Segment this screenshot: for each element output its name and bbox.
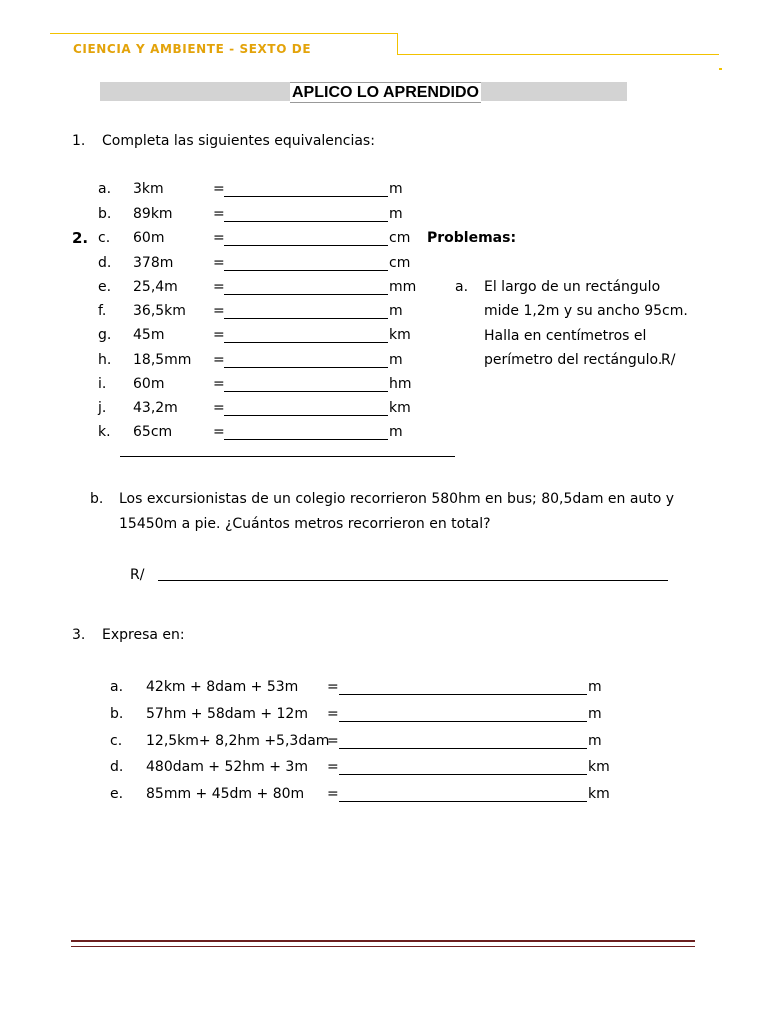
answer-blank[interactable] — [224, 327, 388, 343]
row-letter: d. — [110, 759, 124, 775]
answer-blank[interactable] — [224, 230, 388, 246]
row-value: 60m — [133, 376, 165, 392]
row-value: 3km — [133, 181, 164, 197]
section2-number: 2. — [72, 229, 89, 247]
row-value: 60m — [133, 230, 165, 246]
row-equals: = — [327, 706, 339, 722]
answer-blank[interactable] — [224, 424, 388, 440]
row-unit: m — [389, 206, 403, 222]
row-equals: = — [213, 181, 225, 197]
answer-blank[interactable] — [339, 786, 587, 802]
row-letter: i. — [98, 376, 107, 392]
answer-blank[interactable] — [224, 181, 388, 197]
header-rule-end-mark — [719, 68, 722, 70]
row-expression: 57hm + 58dam + 12m — [146, 706, 308, 722]
row-letter: a. — [98, 181, 112, 197]
row-letter: e. — [110, 786, 124, 802]
row-letter: c. — [98, 230, 111, 246]
answer-blank[interactable] — [224, 303, 388, 319]
row-equals: = — [213, 279, 225, 295]
row-equals: = — [327, 786, 339, 802]
row-equals: = — [327, 679, 339, 695]
header-rule-bottom — [397, 54, 719, 55]
problem-b-answer-label: R/ — [130, 567, 145, 583]
row-unit: m — [389, 181, 403, 197]
answer-blank[interactable] — [339, 706, 587, 722]
answer-blank[interactable] — [224, 376, 388, 392]
row-unit: mm — [389, 279, 417, 295]
row-equals: = — [213, 303, 225, 319]
header-title: CIENCIA Y AMBIENTE - SEXTO DE — [73, 42, 312, 56]
row-letter: c. — [110, 733, 123, 749]
row-equals: = — [213, 230, 225, 246]
problem-a-line: El largo de un rectángulo — [484, 279, 661, 295]
section1-title: Completa las siguientes equivalencias: — [102, 133, 375, 149]
section3-number: 3. — [72, 627, 86, 643]
answer-blank[interactable] — [339, 759, 587, 775]
footer-rule — [71, 940, 695, 947]
problem-a-line: perímetro del rectángulo. — [484, 352, 663, 368]
row-letter: f. — [98, 303, 107, 319]
answer-blank[interactable] — [224, 206, 388, 222]
row-expression: 42km + 8dam + 53m — [146, 679, 299, 695]
row-unit: km — [389, 400, 411, 416]
row-letter: e. — [98, 279, 112, 295]
row-value: 43,2m — [133, 400, 178, 416]
problem-b-letter: b. — [90, 491, 104, 507]
answer-blank[interactable] — [224, 352, 388, 368]
row-unit: km — [588, 786, 610, 802]
problem-b-answer-line[interactable] — [158, 565, 668, 581]
row-value: 36,5km — [133, 303, 186, 319]
row-letter: h. — [98, 352, 112, 368]
row-equals: = — [213, 352, 225, 368]
row-unit: hm — [389, 376, 412, 392]
row-unit: m — [389, 352, 403, 368]
problem-b-line: 15450m a pie. ¿Cuántos metros recorrieron en total? — [119, 516, 491, 532]
row-unit: m — [588, 706, 602, 722]
row-equals: = — [213, 424, 225, 440]
row-letter: b. — [98, 206, 112, 222]
row-equals: = — [213, 327, 225, 343]
row-unit: km — [389, 327, 411, 343]
row-equals: = — [327, 733, 339, 749]
row-equals: = — [213, 400, 225, 416]
row-unit: m — [389, 424, 403, 440]
answer-blank[interactable] — [224, 400, 388, 416]
row-equals: = — [213, 206, 225, 222]
row-unit: km — [588, 759, 610, 775]
problem-b-line: Los excursionistas de un colegio recorrieron 580hm en bus; 80,5dam en auto y — [119, 491, 675, 507]
answer-blank[interactable] — [224, 255, 388, 271]
row-unit: cm — [389, 255, 411, 271]
answer-blank[interactable] — [339, 733, 587, 749]
row-expression: 85mm + 45dm + 80m — [146, 786, 305, 802]
answer-blank[interactable] — [224, 279, 388, 295]
section1-number: 1. — [72, 133, 86, 149]
row-value: 18,5mm — [133, 352, 192, 368]
row-letter: a. — [110, 679, 124, 695]
banner-title: APLICO LO APRENDIDO — [292, 84, 479, 101]
row-equals: = — [213, 376, 225, 392]
row-value: 45m — [133, 327, 165, 343]
answer-blank[interactable] — [339, 679, 587, 695]
row-value: 65cm — [133, 424, 173, 440]
row-value: 378m — [133, 255, 174, 271]
row-unit: m — [588, 733, 602, 749]
row-unit: m — [588, 679, 602, 695]
row-equals: = — [327, 759, 339, 775]
section2-title: Problemas: — [427, 230, 517, 246]
problem-a-line: mide 1,2m y su ancho 95cm. — [484, 303, 688, 319]
row-equals: = — [213, 255, 225, 271]
problem-a-letter: a. — [455, 279, 469, 295]
problem-a-answer-label: R/ — [661, 352, 676, 368]
row-letter: k. — [98, 424, 111, 440]
section3-title: Expresa en: — [102, 627, 185, 643]
row-expression: 480dam + 52hm + 3m — [146, 759, 308, 775]
row-letter: d. — [98, 255, 112, 271]
row-expression: 12,5km+ 8,2hm +5,3dam — [146, 733, 330, 749]
problem-a-line: Halla en centímetros el — [484, 328, 647, 344]
header-rule-top — [50, 33, 398, 34]
row-letter: j. — [98, 400, 107, 416]
row-unit: cm — [389, 230, 411, 246]
row-letter: g. — [98, 327, 112, 343]
row-letter: b. — [110, 706, 124, 722]
row-value: 89km — [133, 206, 173, 222]
header-rule-step — [397, 33, 398, 55]
row-value: 25,4m — [133, 279, 178, 295]
row-unit: m — [389, 303, 403, 319]
section1-end-rule — [120, 456, 455, 457]
